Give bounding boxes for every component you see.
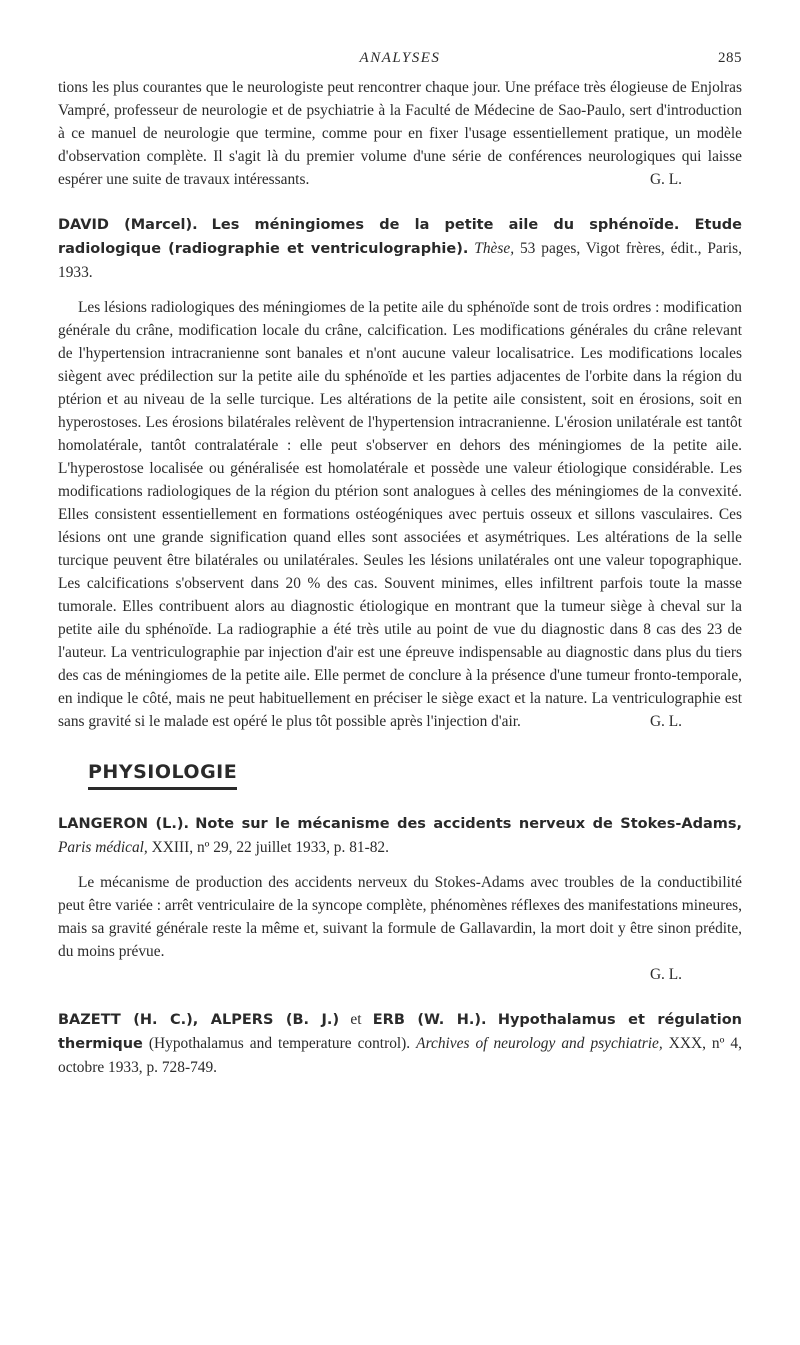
running-title: ANALYSES: [359, 50, 441, 66]
intro-text: tions les plus courantes que le neurologiste peut rencontrer chaque jour. Une préface très élogieuse de Enjolras Vampré, professeur de neurologie et de psychiatrie à la Faculté de Médecine de Sao-Paulo, sert d'introduction à ce manuel de neurologie que termine, comme pour en fixer l'usage essentiellement pratique, un modèle d'observation complète. Il s'agit là du premier volume d'une série de conférences neurologiques qui laisse espérer une suite de travaux intéressants.: [58, 79, 742, 188]
entry-author: DAVID (Marcel).: [58, 217, 198, 233]
intro-paragraph: [58, 76, 742, 191]
entry-authors-1: BAZETT (H. C.), ALPERS (B. J.): [58, 1012, 340, 1028]
entry-bazett: [58, 1008, 742, 1079]
entry-title: Les méningiomes de la petite aile du sphénoïde. Etude radiologique (radiographie et ventriculographie).: [58, 217, 742, 257]
entry-authors-2: ERB (W. H.).: [372, 1012, 487, 1028]
abstract-text: Les lésions radiologiques des méningiomes de la petite aile du sphénoïde sont de trois ordres : modification générale du crâne, modification locale du crâne, calcification. Les modifications générales du crâne relevant de l'hypertension intracranienne sont banales et n'ont aucune valeur localisatrice. Les modifications locales siègent avec prédilection sur la petite aile du sphénoïde et les parties adjacentes de l'orbite dans la région du ptérion et au niveau de la selle turcique. Les altérations de la petite aile consistent, soit en érosions, soit en hyperostoses. Les érosions bilatérales relèvent de l'hypertension intracranienne. L'érosion unilatérale est tantôt homolatérale, tantôt contralatérale : elle peut s'observer en dehors des méningiomes de la petite aile. L'hyperostose localisée ou généralisée est homolatérale et possède une valeur étiologique considérable. Les modifications radiologiques de la région du ptérion sont analogues à celles des méningiomes de la convexité. Elles consistent essentiellement en formations ostéogéniques avec pertuis osseux et sillons vasculaires. Ces lésions ont une grande signification quand elles sont associées et asymétriques. Les altérations de la selle turcique peuvent être bilatérales ou unilatérales. Seules les lésions unilatérales ont une valeur topographique. Les calcifications s'observent dans 20 % des cas. Souvent minimes, elles infiltrent parfois toute la masse tumorale. Elles contribuent alors au diagnostic étiologique en montrant que la tumeur siège à cheval sur la petite aile du sphénoïde. La radiographie a été très utile au point de vue du diagnostic dans 8 cas des 23 de l'auteur. La ventriculographie par injection d'air est une épreuve indispensable au diagnostic dans plus du tiers des cas de méningiomes de la petite aile. Elle permet de conclure à la présence d'une tumeur fronto-temporale, en indique le côté, mais ne peut habituellement en préciser le siège exact et la nature. La ventriculographie est sans gravité si le malade est opéré le plus tôt possible après l'injection d'air.: [58, 299, 742, 730]
entry-david: [58, 213, 742, 284]
section-heading: PHYSIOLOGIE: [88, 761, 237, 790]
intro-signature: G. L.: [649, 171, 682, 188]
running-header: [58, 50, 742, 76]
entry-source: 53 pages, Vigot frères, édit., Paris, 1933.: [58, 240, 742, 281]
entry-source-italic: Paris médical,: [58, 839, 148, 856]
entry-david-abstract: [58, 296, 742, 733]
document-page: [58, 50, 742, 1079]
entry-title: Note sur le mécanisme des accidents nerveux de Stokes-Adams,: [195, 816, 742, 832]
abstract-text: Le mécanisme de production des accidents nerveux du Stokes-Adams avec troubles de la conductibilité peut être variée : arrêt ventriculaire de la syncope complète, phénomènes réflexes des manifestations mineures, mais sa gravité générale reste la même et, suivant la formule de Gallavardin, la mort doit y être sinon prédite, du moins prévue.: [58, 874, 742, 960]
entry-source: XXIII, nº 29, 22 juillet 1933, p. 81-82.: [151, 839, 389, 856]
entry-source: XXX, nº 4, octobre 1933, p. 728-749.: [58, 1035, 742, 1076]
entry-conjunction: et: [350, 1011, 362, 1028]
page-number: 285: [718, 50, 742, 66]
abstract-signature: G. L.: [649, 966, 682, 983]
entry-translation: (Hypothalamus and temperature control).: [148, 1035, 411, 1052]
entry-source-italic: Archives of neurology and psychiatrie,: [416, 1035, 663, 1052]
entry-title: Hypothalamus et régulation thermique: [58, 1012, 742, 1052]
entry-langeron-abstract: [58, 871, 742, 986]
abstract-signature: G. L.: [649, 713, 682, 730]
entry-langeron: [58, 812, 742, 859]
entry-author: LANGERON (L.).: [58, 816, 189, 832]
entry-source-italic: Thèse,: [474, 240, 515, 257]
